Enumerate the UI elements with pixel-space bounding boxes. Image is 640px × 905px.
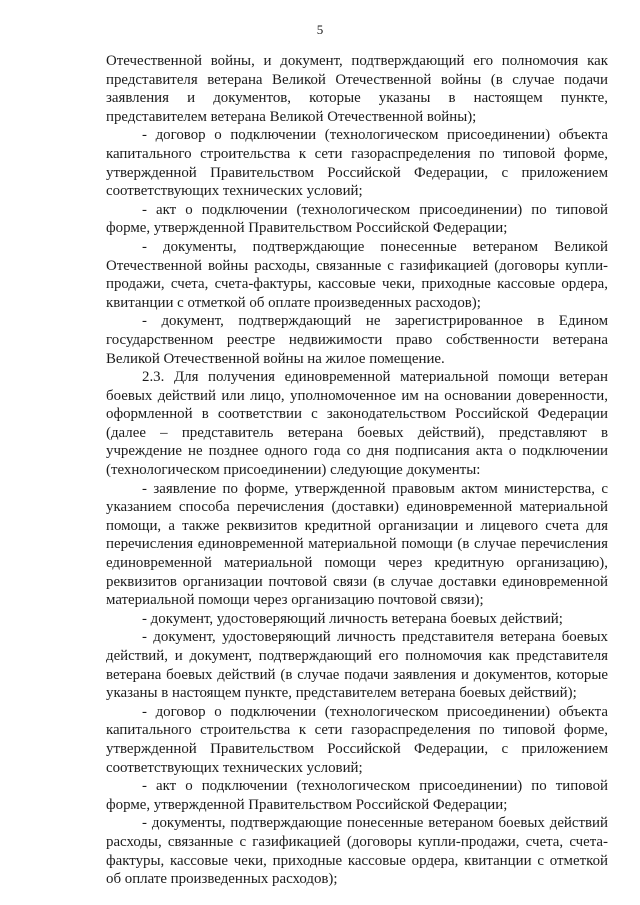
list-item-ownership-document: - документ, подтверждающий не зарегистрированное в Едином государственном реестре недвижимости право собственности ветерана Великой Отечественной войны на жилое помещение. [106,313,608,367]
document-body [106,52,608,889]
page-number: 5 [316,22,324,37]
list-item-application: - заявление по форме, утвержденной правовым актом министерства, с указанием способа перечисления (доставки) единовременной материальной помощи, а также реквизитов кредитной организации и лицевого счета для перечисления единовременной материальной помощи (в случае перечисления единовременной материальной помощи через кредитную организацию), реквизитов организации почтовой связи (в случае доставки единовременной материальной помощи через организацию почтовой связи); [106,480,608,609]
list-item-veteran-id: - документ, удостоверяющий личность ветерана боевых действий; [142,610,563,627]
list-item-connection-act-2: - акт о подключении (технологическом присоединении) по типовой форме, утвержденной Правительством Российской Федерации; [106,778,608,813]
list-item-expense-documents-2: - документы, подтверждающие понесенные ветераном боевых действий расходы, связанные с газификацией (договоры купли-продажи, счета, счета-фактуры, кассовые чеки, приходные кассовые ордера, квитанции с отметкой об оплате произведенных расходов); [106,815,608,888]
list-item-connection-act: - акт о подключении (технологическом присоединении) по типовой форме, утвержденной Правительством Российской Федерации; [106,201,608,237]
section-2-3-paragraph: 2.3. Для получения единовременной материальной помощи ветеран боевых действий или лицо, уполномоченное им на основании доверенности, оформленной в соответствии с законодательством Российской Федерации (далее – представитель ветерана боевых действий), представляют в учреждение не позднее одного года со дня подписания акта о подключении (технологическом присоединении) следующие документы: [106,369,608,479]
list-item-representative-id: - документ, удостоверяющий личность представителя ветерана боевых действий, и документ, подтверждающий его полномочия как представителя ветерана боевых действий (в случае подачи заявления и документов, которые указаны в настоящем пункте, представителем ветерана боевых действий); [106,629,608,702]
list-item-expense-documents: - документы, подтверждающие понесенные ветераном Великой Отечественной войны расходы, связанные с газификацией (договоры купли-продажи, счета, счета-фактуры, кассовые чеки, приходные кассовые ордера, квитанции с отметкой об оплате произведенных расходов); [106,238,608,311]
list-item-connection-contract-2: - договор о подключении (технологическом присоединении) объекта капитального строительства к сети газораспределения по типовой форме, утвержденной Правительством Российской Федерации, с приложением соответствующих технических условий; [106,703,608,776]
paragraph-continuation: Отечественной войны, и документ, подтверждающий его полномочия как представителя ветерана Великой Отечественной войны (в случае подачи заявления и документов, которые указаны в настоящем пункте, представителем ветерана Великой Отечественной войны); [106,53,608,125]
list-item-connection-contract: - договор о подключении (технологическом присоединении) объекта капитального строительства к сети газораспределения по типовой форме, утвержденной Правительством Российской Федерации, с приложением соответствующих технических условий; [106,127,608,200]
